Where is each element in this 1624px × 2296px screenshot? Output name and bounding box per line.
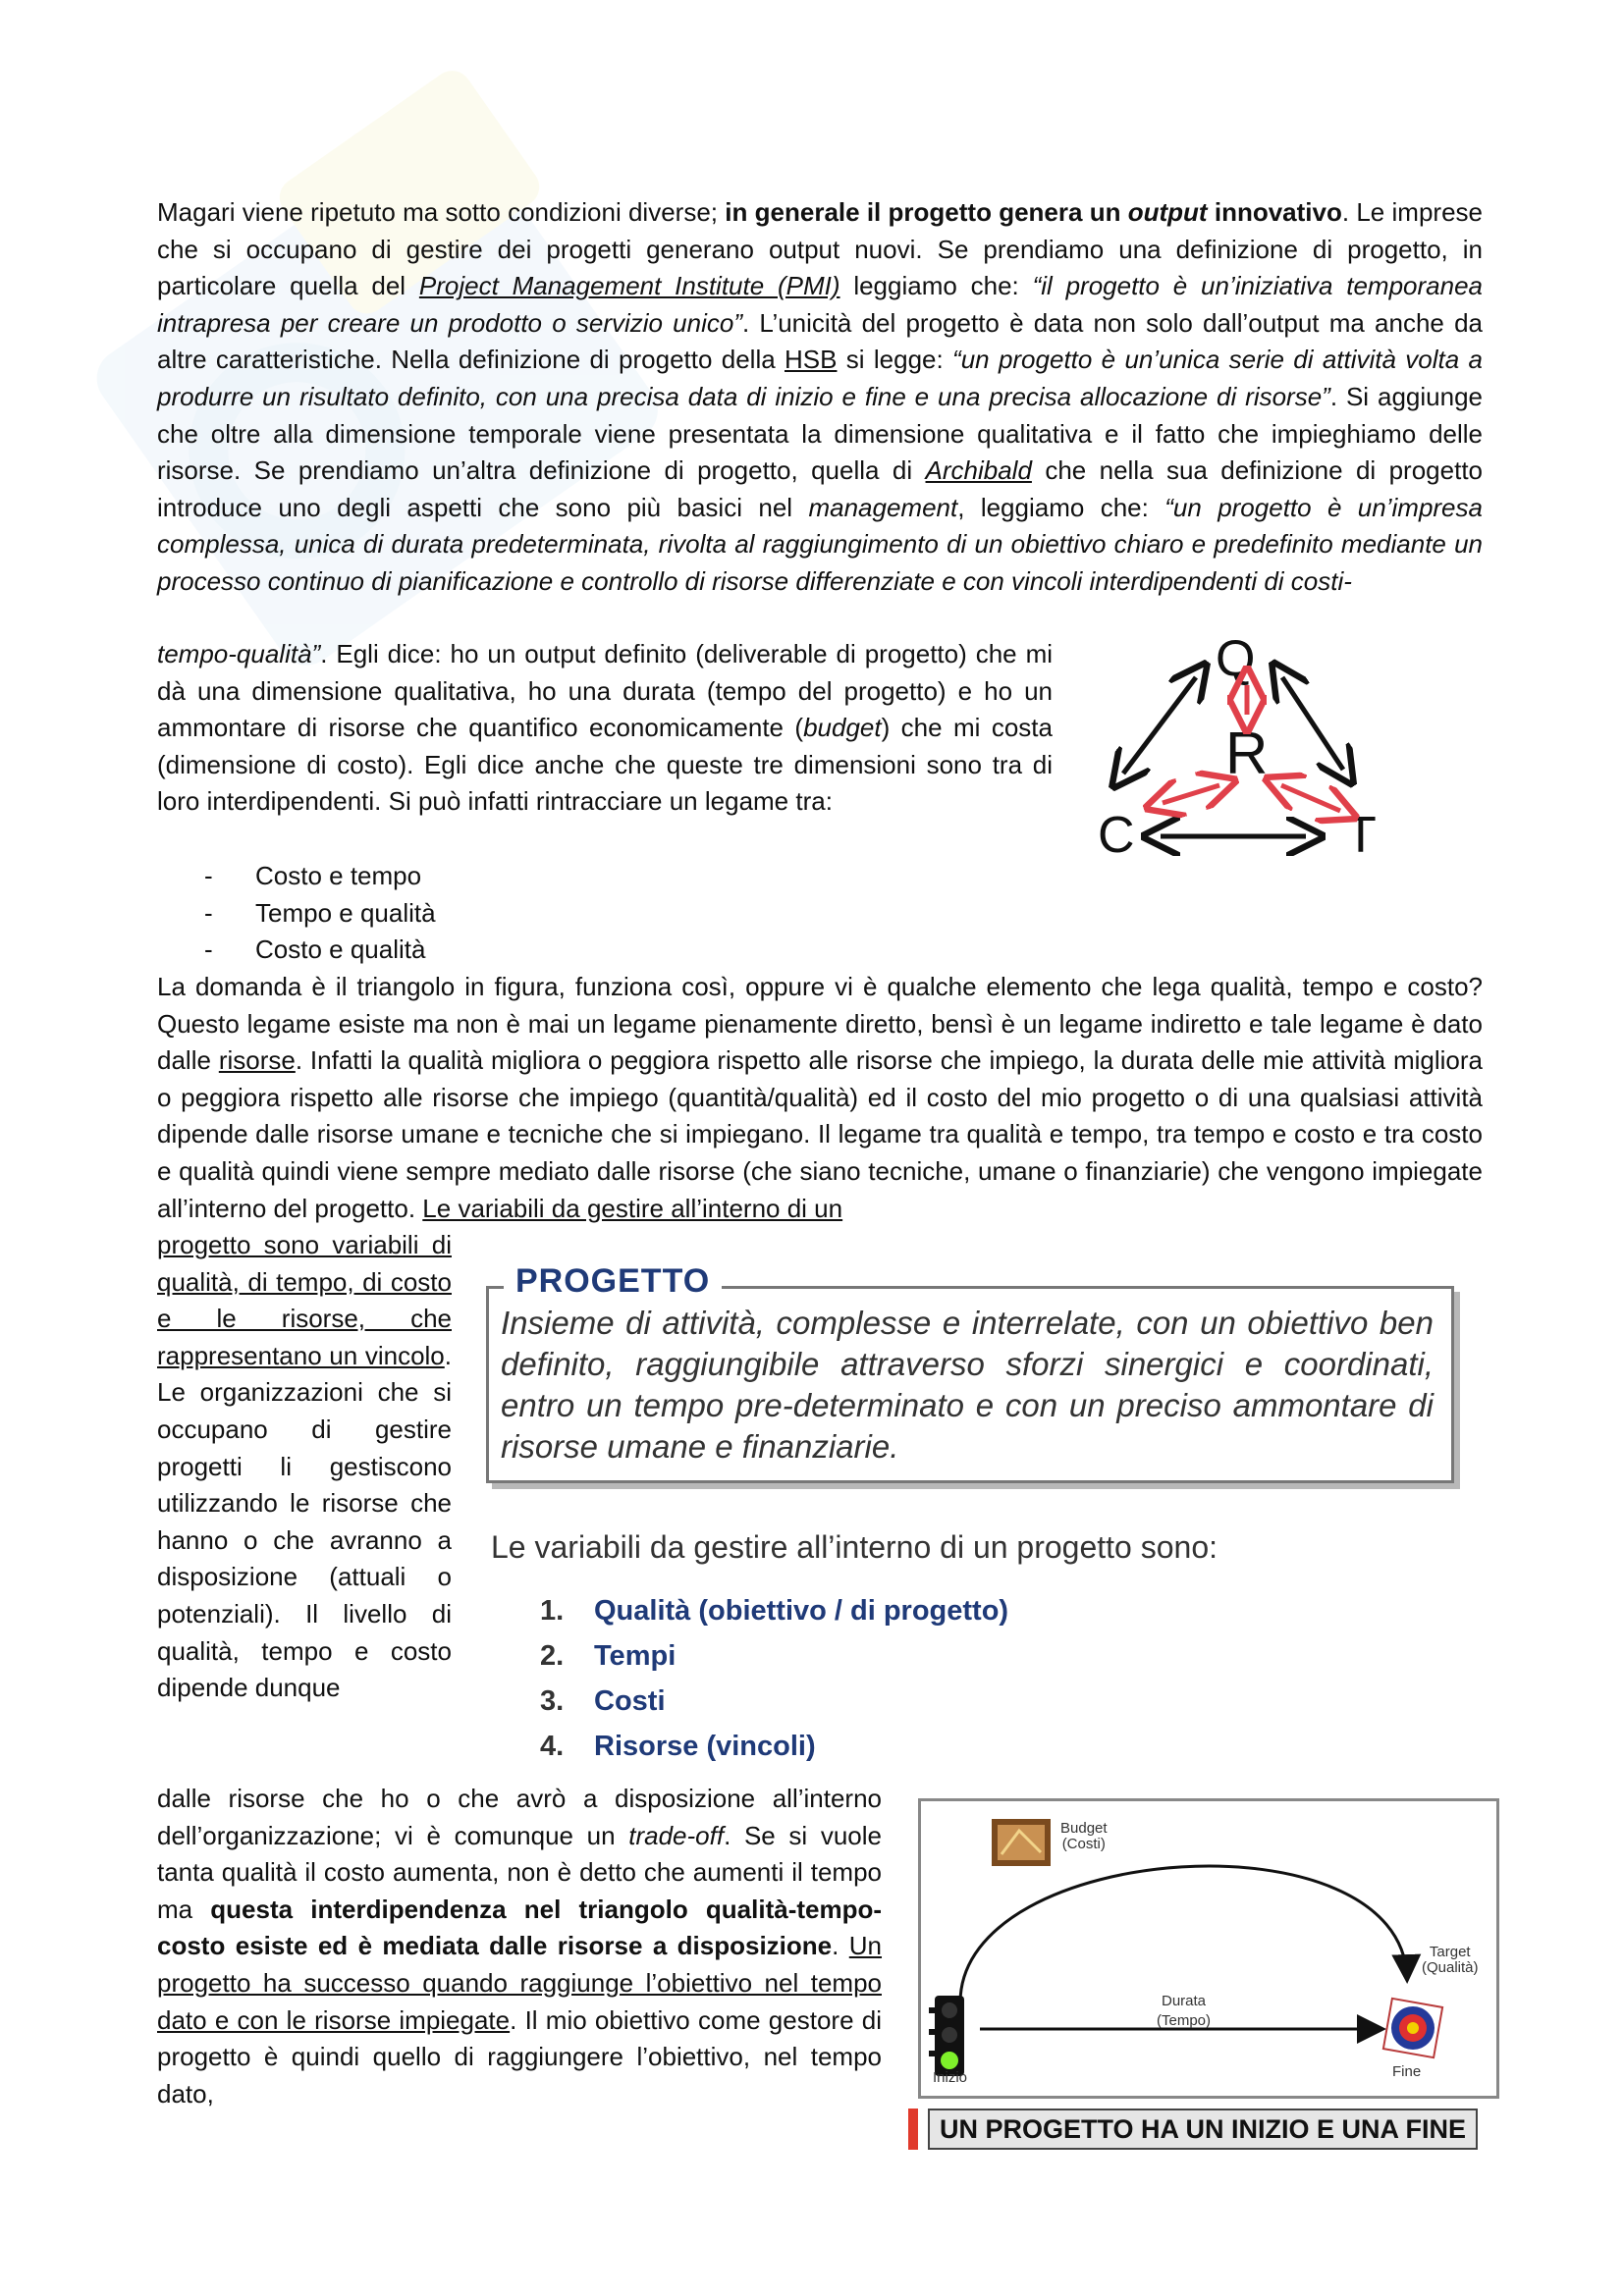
progetto-title: PROGETTO xyxy=(504,1262,722,1301)
end-label: Fine xyxy=(1392,2063,1422,2080)
target-label: Target (Qualità) xyxy=(1422,1944,1479,1976)
list-item: - Costo e qualità xyxy=(204,934,426,965)
variable-item: 3. Costi xyxy=(540,1685,666,1717)
banner-text: UN PROGETTO HA UN INIZIO E UNA FINE xyxy=(928,2109,1478,2150)
budget-arc xyxy=(960,1866,1407,2002)
c-label: C xyxy=(1098,807,1135,864)
list-item: - Costo e tempo xyxy=(204,861,422,890)
list-item: - Tempo e qualità xyxy=(204,897,436,928)
start-label: Inizio xyxy=(933,2069,968,2086)
r-label: R xyxy=(1225,721,1269,786)
duration-label: Durata (Tempo) xyxy=(1157,1993,1212,2029)
link-list xyxy=(204,858,695,969)
traffic-light-icon xyxy=(929,1996,964,2076)
banner-accent-bar xyxy=(908,2109,918,2150)
project-start-end-diagram xyxy=(918,1798,1499,2099)
budget-icon xyxy=(992,1819,1051,1866)
budget-label: Budget (Costi) xyxy=(1060,1820,1108,1852)
q-label: Q xyxy=(1216,630,1256,687)
arrow-q-t xyxy=(1282,677,1343,770)
paragraph-resources: La domanda è il triangolo in figura, funziona così, oppure vi è qualche elemento che lega qualità, tempo e costo? Questo legame esiste ma non è mai un legame pienamente diretto, bensì è un legame indiretto e tale legame è dato dalle risorse. Infatti la qualità migliora o peggiora rispetto alle risorse che impiego, la durata delle mie attività migliora o peggiora rispetto alle risorse che impiego (quantità/qualità) ed il costo del mio progetto o di una qualsiasi attività dipende dalle risorse umane e tecniche che si impiegano. Il legame tra qualità e tempo, tra tempo e costo e tra costo e qualità quindi viene sempre mediato dalle risorse (che siano tecniche, umane o finanziarie) che vengono impiegate all’interno del progetto. Le variabili da gestire all’interno di un xyxy=(157,972,1483,1223)
variable-item: 4. Risorse (vincoli) xyxy=(540,1731,816,1762)
arrow-q-c xyxy=(1123,677,1196,774)
paragraph-tradeoff: dalle risorse che ho o che avrò a disposizione all’interno dell’organizzazione; vi è comunque un trade-off. Se si vuole tanta qualità il costo aumenta, non è detto che aumenti il tempo ma questa interdipendenza nel triangolo qualità-tempo-costo esiste ed è mediata dalle risorse a disposizione. Un progetto ha successo quando raggiunge l’obiettivo nel tempo dato e con le risorse impiegate. Il mio obiettivo come gestore di progetto è quindi quello di raggiungere l’obiettivo, nel tempo dato, xyxy=(157,1784,883,2109)
variable-item: 1. Qualità (obiettivo / di progetto) xyxy=(540,1595,1009,1627)
paragraph-archibald: tempo-qualità”. Egli dice: ho un output definito (deliverable di progetto) che mi dà una dimensione qualitativa, ho una durata (tempo del progetto) e ho un ammontare di risorse che quantifico economicamente (budget) che mi costa (dimensione di costo). Egli dice anche che queste tre dimensioni sono tra di loro interdipendenti. Si può infatti rintracciare un legame tra: xyxy=(157,639,1053,817)
progetto-definition-box xyxy=(486,1262,1458,1482)
variables-list xyxy=(540,1595,1008,1776)
project-arc-graphic xyxy=(921,1801,1496,2096)
t-label: T xyxy=(1345,807,1377,864)
target-icon xyxy=(1383,1999,1442,2057)
arrow-r-t xyxy=(1281,785,1340,811)
paragraph-variables: progetto sono variabili di qualità, di tempo, di costo e le risorse, che rappresentano un vincolo. Le organizzazioni che si occupano di gestire progetti li gestiscono utilizzando le risorse che hanno o che avranno a disposizione (attuali o potenziali). Il livello di qualità, tempo e costo dipende dunque xyxy=(157,1230,452,1703)
arrow-r-c xyxy=(1163,785,1219,803)
paragraph-definitions: Magari viene ripetuto ma sotto condizioni diverse; in generale il progetto genera un output innovativo. Le imprese che si occupano di gestire dei progetti generano output nuovi. Se prendiamo una definizione di progetto, in particolare quella del Project Management Institute (PMI) leggiamo che: “il progetto è un’iniziativa temporanea intrapresa per creare un prodotto o servizio unico”. L’unicità del progetto è data non solo dall’output ma anche da altre caratteristiche. Nella definizione di progetto della HSB si legge: “un progetto è un’unica serie di attività volta a produrre un risultato definito, con una precisa data di inizio e fine e una precisa allocazione di risorse”. Si aggiunge che oltre alla dimensione temporale viene presentata la dimensione qualitativa e il fatto che impieghiamo delle risorse. Se prendiamo un’altra definizione di progetto, quella di Archibald che nella sua definizione di progetto introduce uno degli aspetti che sono più basici nel management, leggiamo che: “un progetto è un’impresa complessa, unica di durata predeterminata, rivolta al raggiungimento di un obiettivo chiaro e predefinito mediante un processo continuo di pianificazione e controllo di risorse differenziate e con vincoli interdipendenti di costi- xyxy=(157,197,1484,596)
progetto-box-frame xyxy=(486,1286,1454,1483)
progetto-definition-text: Insieme di attività, complesse e interrelate, con un obiettivo ben definito, raggiungibile attraverso sforzi sinergici e coordinati, entro un tempo pre-determinato e con un preciso ammontare di risorse umane e finanziarie. xyxy=(501,1305,1434,1465)
quality-resources-cost-time-diagram xyxy=(1080,628,1394,864)
pmi-link: Project Management Institute (PMI) xyxy=(418,271,840,301)
variable-item: 2. Tempi xyxy=(540,1640,677,1672)
variables-title: Le variabili da gestire all’interno di un progetto sono: xyxy=(491,1529,1218,1565)
